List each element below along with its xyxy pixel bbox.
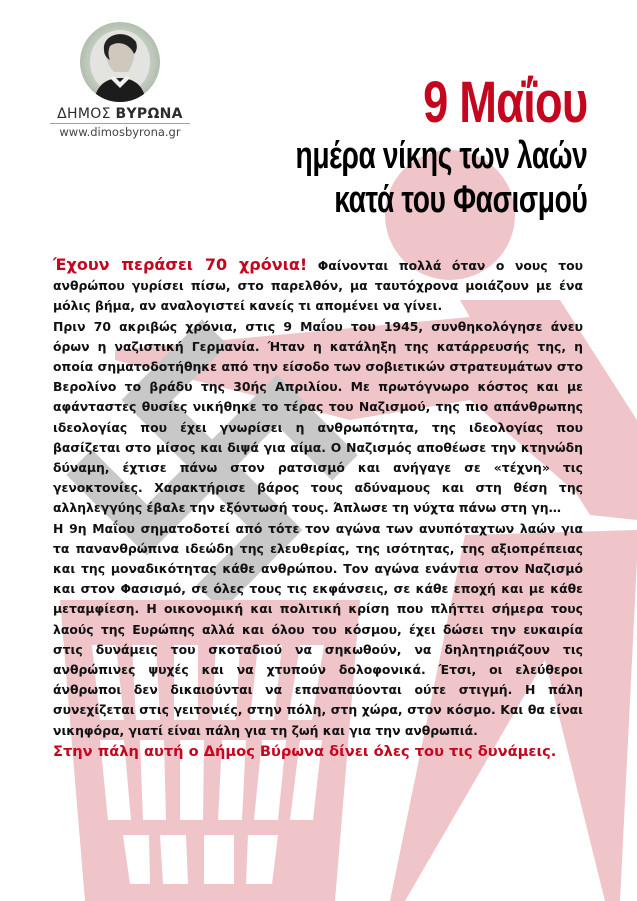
paragraph-3: Η 9η Μαΐου σηματοδοτεί από τότε τον αγώνα των ανυπόταχτων λαών για τα πανανθρώπινα ιδεώδη της ελευθερίας, της ισότητας, της αξιοπρέπειας και της μοναδικότητας κάθε ανθρώπου. Τον αγώνα ενάντια στον Ναζισμό και στον Φασισμό, σε όλες τους τις εκφάνσεις, σε κάθε εποχή και με κάθε μεταμφίεση. Η οικονομική και πολιτική κρίση που πλήττει σήμερα τους λαούς της Ευρώπης αλλά και όλου του κόσμου, έχει δώσει την ευκαιρία στις δυνάμεις του σκοταδιού να σηκωθούν, να δηλητηριάζουν τις ανθρώπινες ψυχές και να χτυπούν δολοφονικά. Έτσι, οι ελεύθεροι άνθρωποι δεν δικαιούνται να επαναπαύονται ούτε στιγμή. Η πάλη συνεχίζεται στις γειτονιές, στην πόλη, στη χώρα, στον κόσμο. Και θα είναι νικηφόρα, γιατί είναι πάλη για τη ζωή και για την ανθρωπιά.	[53, 520, 583, 738]
lead-text: Έχουν περάσει 70 χρόνια!	[53, 255, 308, 274]
title-block	[193, 72, 587, 222]
paragraph-1-text: Φαίνονται πολλά όταν ο νους του ανθρώπου γυρίσει πίσω, στο παρελθόν, μα ταυτόχρονα μοιάζουν με ένα μόλις βήμα, αν αναλογιστεί κανείς τι απομένει να γίνει.	[53, 258, 583, 314]
article-body	[53, 255, 583, 763]
logo-name-bold: ΒΥΡΩΝΑ	[115, 106, 183, 122]
portrait-medallion-icon	[80, 22, 160, 102]
logo-name-regular: ΔΗΜΟΣ	[57, 106, 116, 122]
paragraph-intro	[53, 255, 583, 317]
closing-statement: Στην πάλη αυτή ο Δήμος Βύρωνα δίνει όλες του τις δυνάμεις.	[53, 742, 557, 760]
title-date: 9 Μαΐου	[422, 70, 587, 135]
logo-url: www.dimosbyrona.gr	[59, 125, 181, 139]
logo-name	[50, 106, 190, 124]
title-line-1: ημέρα νίκης των λαών	[295, 135, 587, 177]
title-line-2: κατά του Φασισμού	[333, 179, 587, 221]
paragraph-2: Πριν 70 ακριβώς χρόνια, στις 9 Μαΐου του 1945, συνθηκολόγησε άνευ όρων η ναζιστική Γερμανία. Ήταν η κατάληξη της κατάρρευσής της, η οποία σηματοδοτήθηκε από την είσοδο των σοβιετικών στρατευμάτων στο Βερολίνο το βράδυ της 30ής Απριλίου. Με πρωτόγνωρο κόστος και με αφάνταστες θυσίες νικήθηκε το τέρας του Ναζισμού, της πιο απάνθρωπης ιδεολογίας που έχει γνωρίσει η ανθρωπότητα, της ιδεολογίας που βασίζεται στο μίσος και διψά για αίμα. Ο Ναζισμός αποθέωσε την κτηνώδη δύναμη, έχτισε πάνω στον ρατσισμό και ανήγαγε σε «τέχνη» τις γενοκτονίες. Χαρακτήρισε βάρος τους αδύναμους και στη θέση της αλληλεγγύης έβαλε την εξόντωσή τους. Άπλωσε τη νύχτα πάνω στη γη…	[53, 318, 583, 516]
municipality-logo	[50, 22, 190, 139]
